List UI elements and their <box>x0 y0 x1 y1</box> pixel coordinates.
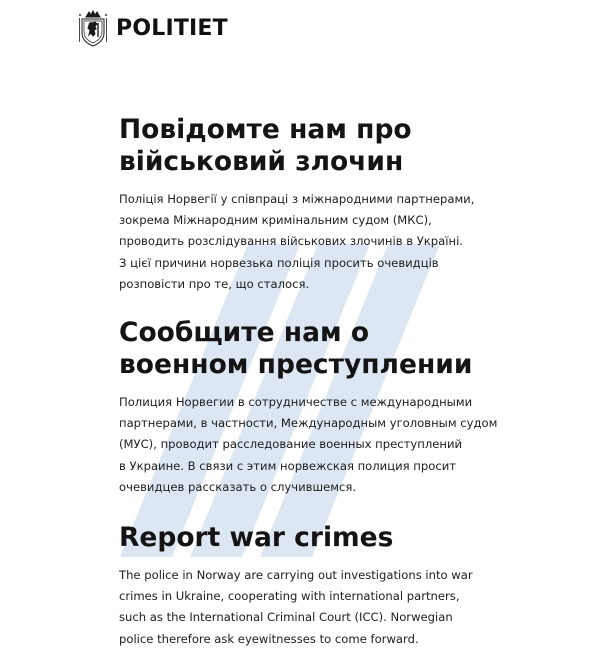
header <box>78 8 228 48</box>
section-body: The police in Norway are carrying out investigations into war crimes in Ukraine, cooperating with international partners, such as the International Criminal Court (ICC). Norwegian police therefore ask eyewitnesses to come forward. <box>119 568 473 646</box>
section-title: Повідомте нам про військовий злочин <box>119 114 412 177</box>
section-ukrainian <box>119 114 499 295</box>
section-title: Сообщите нам о военном преступлении <box>119 317 473 381</box>
brand-name: POLITIET <box>116 15 228 41</box>
section-body: Полиция Норвегии в сотрудничестве с международными партнерами, в частности, Международным уголовным судом (МУС), проводит расследование военных преступлений в Украине. В связи с этим норвежская полиция просит очевидцев рассказать о случившемся. <box>119 395 498 494</box>
section-title: Report war crimes <box>119 522 394 554</box>
main-content <box>119 114 499 650</box>
section-english <box>119 522 499 650</box>
section-russian <box>119 317 499 498</box>
police-crest-icon <box>78 9 108 47</box>
section-body: Поліція Норвегії у співпраці з міжнародними партнерами, зокрема Міжнародним кримінальним судом (МКС), проводить розслідування військових злочинів в Україні. З цієї причини норвезька поліція просить очевидців розповісти про те, що сталося. <box>119 192 475 291</box>
